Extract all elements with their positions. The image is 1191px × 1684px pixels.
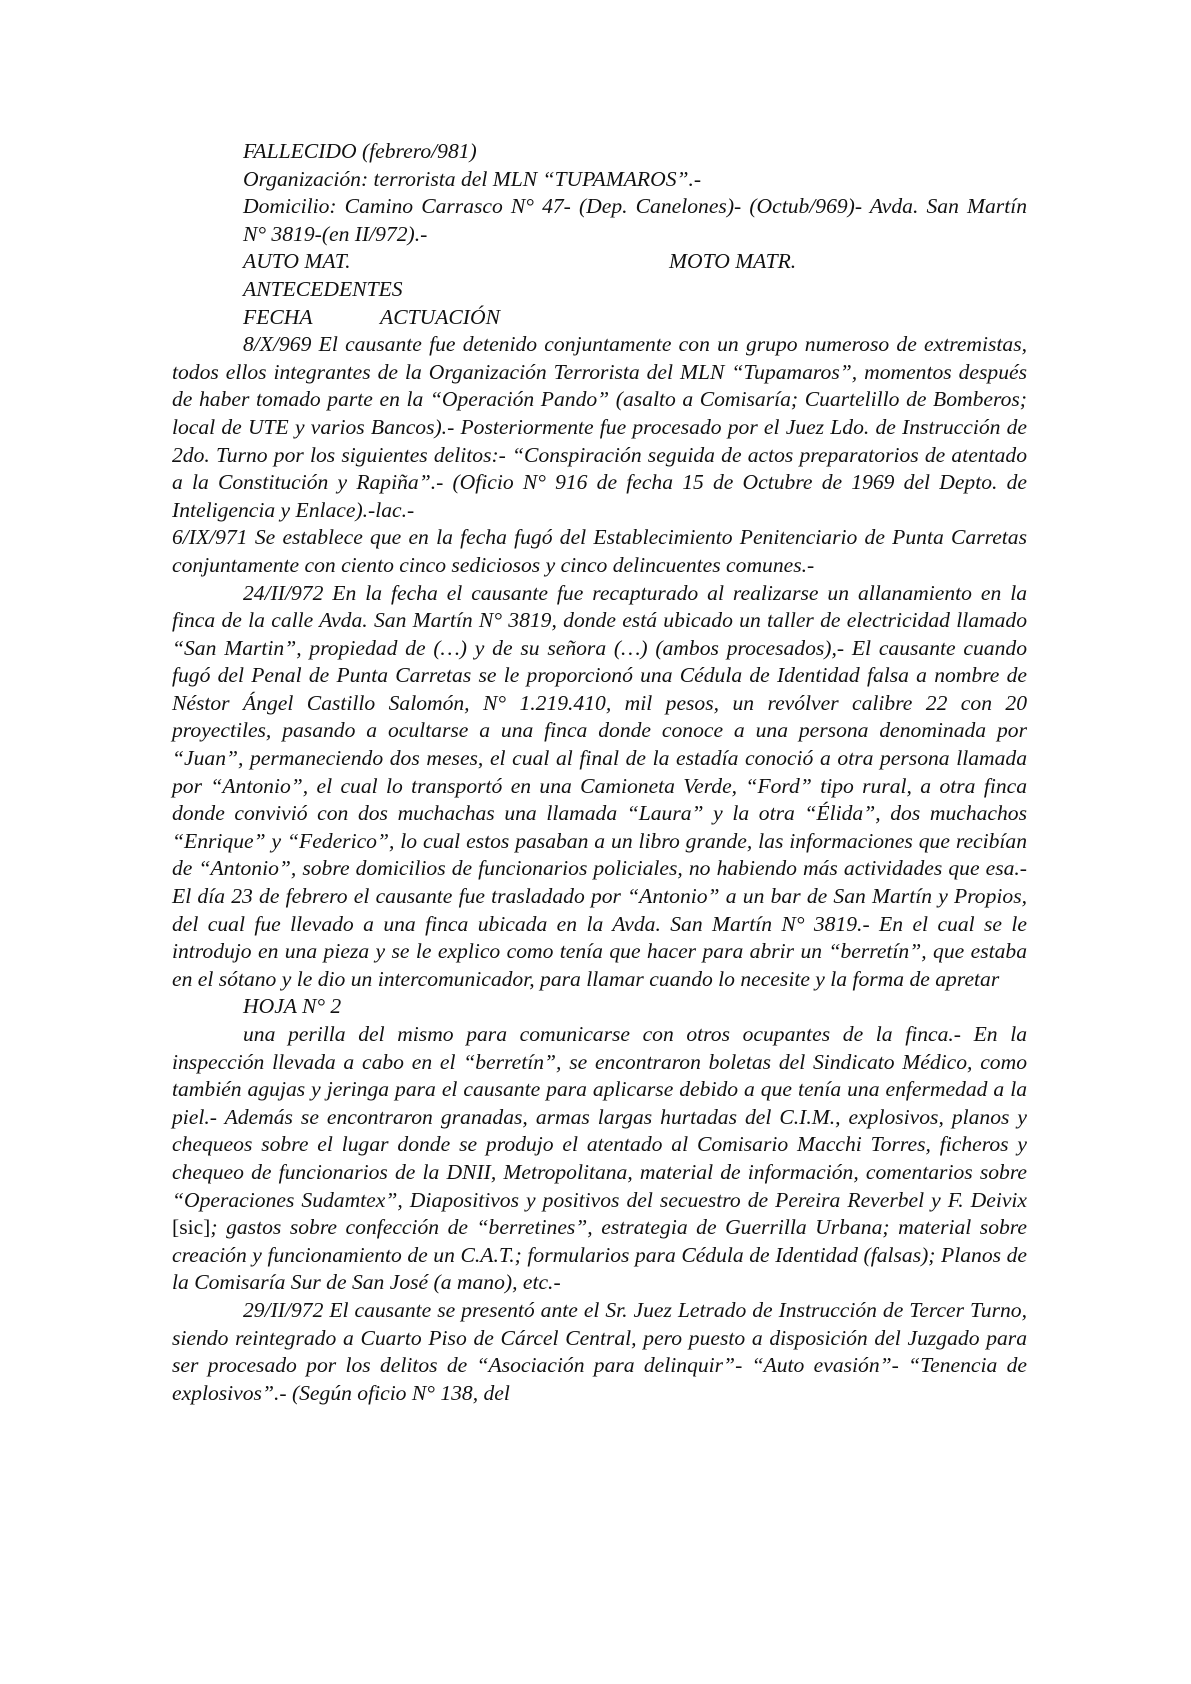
entry-6-ix-971: 6/IX/971 Se establece que en la fecha fugó del Establecimiento Penitenciario de Punta Carretas conjuntamente con ciento cinco sediciosos y cinco delincuentes comunes.- (172, 525, 1027, 577)
vehicle-row (172, 248, 1027, 276)
entry-24-ii-972: 24/II/972 En la fecha el causante fue recapturado al realizarse un allanamiento en la finca de la calle Avda. San Martín N° 3819, donde está ubicado un taller de electricidad llamado “San Martin”, propiedad de (…) y de su señora (…) (ambos procesados),- El causante cuando fugó del Penal de Punta Carretas se le proporcionó una Cédula de Identidad falsa a nombre de Néstor Ángel Castillo Salomón, N° 1.219.410, mil pesos, un revólver calibre 22 con 20 proyectiles, pasando a ocultarse a una finca donde conoce a una persona denominada por “Juan”, permaneciendo dos meses, el cual al final de la estadía conoció a otra persona llamada por “Antonio”, el cual lo transportó en una Camioneta Verde, “Ford” tipo rural, a otra finca donde convivió con dos muchachas una llamada “Laura” y la otra “Élida”, dos muchachos “Enrique” y “Federico”, lo cual estos pasaban a un libro grande, las informaciones que recibían de “Antonio”, sobre domicilios de funcionarios policiales, no habiendo más actividades que esa.- El día 23 de febrero el causante fue trasladado por “Antonio” a un bar de San Martín y Propios, del cual fue llevado a una finca ubicada en la Avda. San Martín N° 3819.- En el cual se le introdujo en una pieza y se le explico como tenía que hacer para abrir un “berretín”, que estaba en el sótano y le dio un intercomunicador, para llamar cuando lo necesite y la forma de apretar (172, 580, 1027, 991)
columns-heading (172, 304, 1027, 332)
antecedents-heading: ANTECEDENTES (243, 276, 403, 301)
deceased-line: FALLECIDO (febrero/981) (243, 139, 477, 163)
continuation-paragraph (172, 1021, 1027, 1297)
sic-note: [sic] (172, 1215, 211, 1240)
document-page (172, 138, 1027, 1407)
auto-label: AUTO MAT. (243, 249, 351, 274)
action-column-label: ACTUACIÓN (380, 304, 500, 329)
continuation-text-2: ; gastos sobre confección de “berretines”, estrategia de Guerrilla Urbana; material sobre creación y funcionamiento de un C.A.T.; formularios para Cédula de Identidad (falsas); Planos de la Comisaría Sur de San José (a mano), etc.- (172, 1215, 1027, 1295)
entry-29-ii-972: 29/II/972 El causante se presentó ante el Sr. Juez Letrado de Instrucción de Tercer Turno, siendo reintegrado a Cuarto Piso de Cárcel Central, pero puesto a disposición del Juzgado para ser procesado por los delitos de “Asociación para delinquir”- “Auto evasión”- “Tenencia de explosivos”.- (Según oficio N° 138, del (172, 1297, 1027, 1405)
continuation-text-1: una perilla del mismo para comunicarse con otros ocupantes de la finca.- En la inspección llevada a cabo en el “berretín”, se encontraron boletas del Sindicato Médico, como también agujas y jeringa para el causante para aplicarse debido a que tenía una enfermedad a la piel.- Además se encontraron granadas, armas largas hurtadas del C.I.M., explosivos, planos y chequeos sobre el lugar donde se produjo el atentado al Comisario Macchi Torres, ficheros y chequeo de funcionarios de la DNII, Metropolitana, material de información, comentarios sobre “Operaciones Sudamtex”, Diapositivos y positivos del secuestro de Pereira Reverbel y F. Deivix (172, 1022, 1027, 1212)
sheet-label: HOJA N° 2 (243, 994, 342, 1019)
entry-8-x-969: 8/X/969 El causante fue detenido conjuntamente con un grupo numeroso de extremistas, todos ellos integrantes de la Organización Terrorista del MLN “Tupamaros”, momentos después de haber tomado parte en la “Operación Pando” (asalto a Comisaría; Cuartelillo de Bomberos; local de UTE y varios Bancos).- Posteriormente fue procesado por el Juez Ldo. de Instrucción de 2do. Turno por los siguientes delitos:- “Conspiración seguida de actos preparatorios de atentado a la Constitución y Rapiña”.- (Oficio N° 916 de fecha 15 de Octubre de 1969 del Depto. de Inteligencia y Enlace).-lac.- (172, 332, 1027, 522)
address-line: Domicilio: Camino Carrasco N° 47- (Dep. Canelones)- (Octub/969)- Avda. San Martín N° 3819-(en II/972).- (243, 194, 1027, 246)
moto-label: MOTO MATR. (669, 249, 797, 274)
date-column-label: FECHA (243, 304, 313, 329)
organization-line: Organización: terrorista del MLN “TUPAMAROS”.- (243, 166, 702, 191)
